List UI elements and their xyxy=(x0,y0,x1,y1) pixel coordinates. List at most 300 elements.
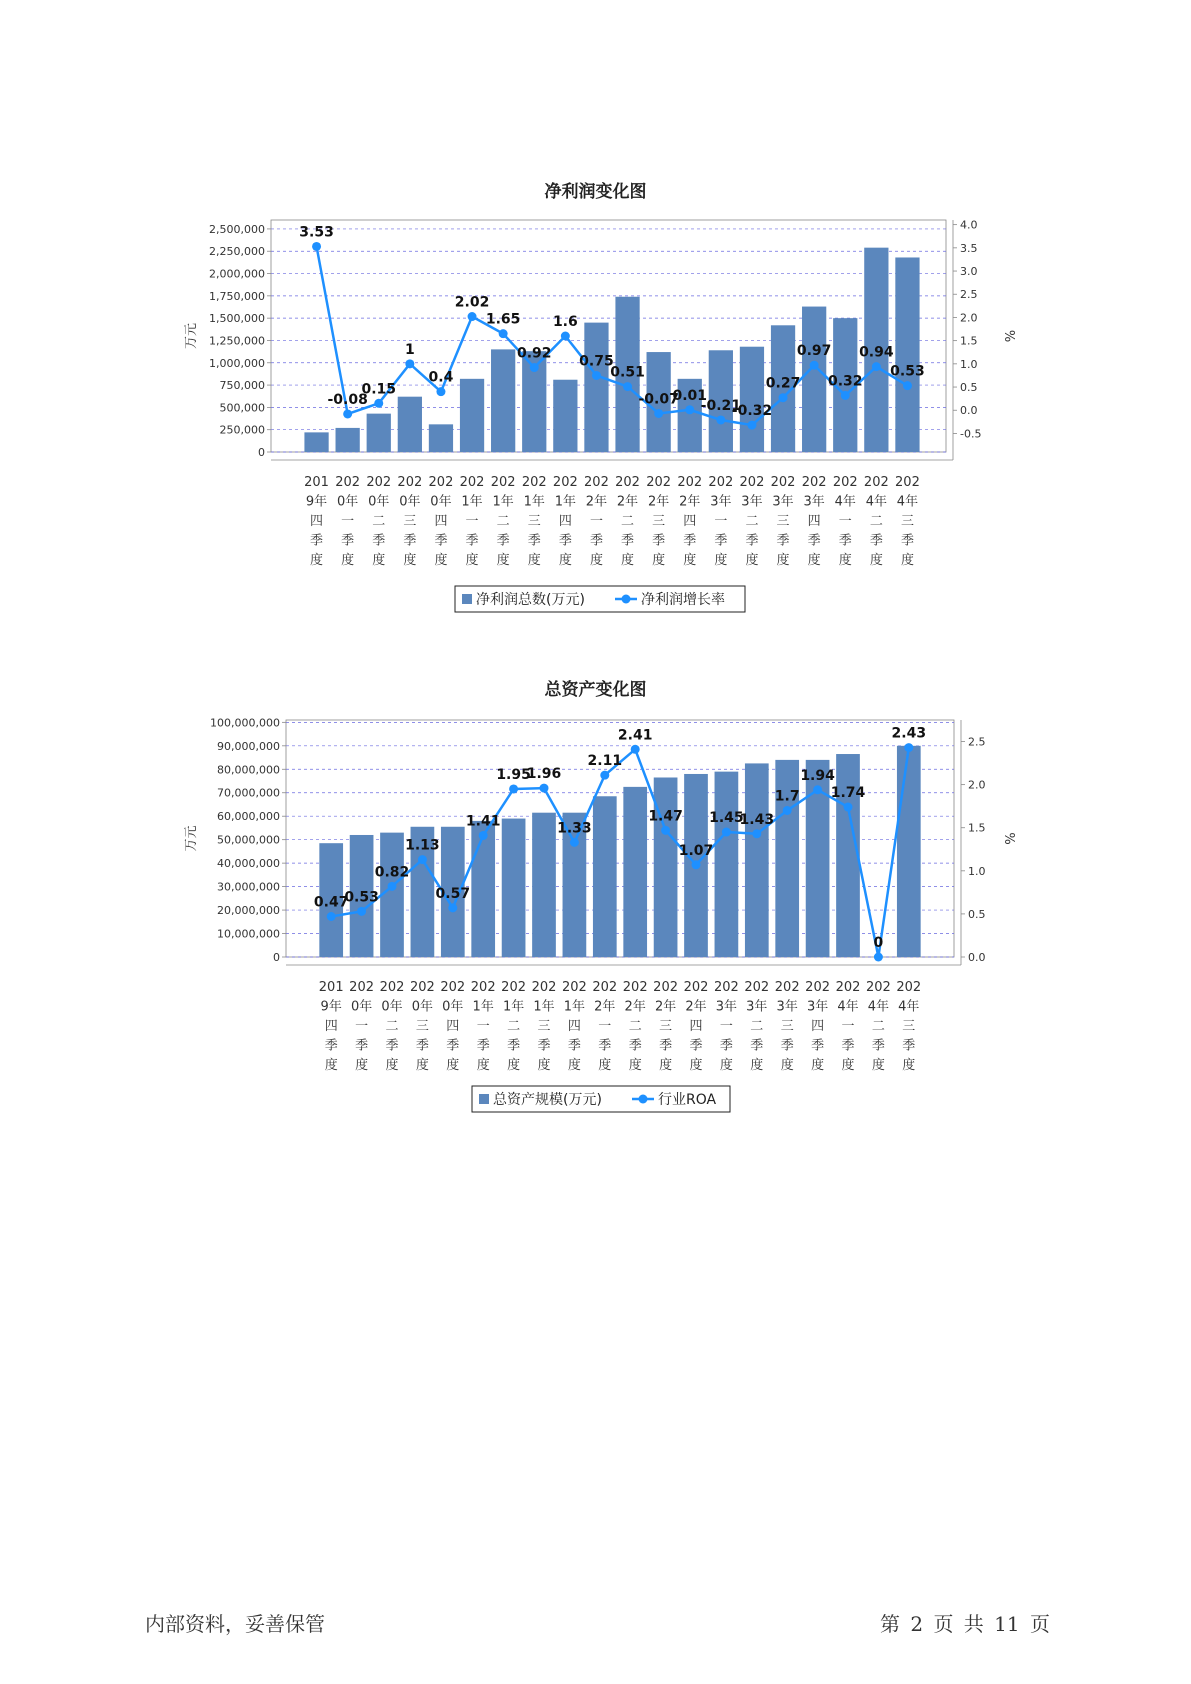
y-tick-label: 50,000,000 xyxy=(217,833,280,847)
data-label: 0.01 xyxy=(672,387,708,404)
line-point xyxy=(692,860,701,869)
x-tick-label: 季 xyxy=(714,533,728,549)
x-tick-label: 三 xyxy=(652,514,666,529)
x-tick-label: 202 xyxy=(708,475,734,490)
data-label: 1.13 xyxy=(405,837,440,854)
x-tick-label: 4年 xyxy=(896,494,919,510)
bar xyxy=(802,307,826,452)
x-tick-label: 202 xyxy=(865,980,891,995)
x-tick-label: 四 xyxy=(558,514,572,529)
x-tick-label: 季 xyxy=(355,1038,369,1054)
y2-tick-label: 1.0 xyxy=(960,357,978,371)
x-tick-label: 202 xyxy=(677,475,703,490)
y-tick-label: 0 xyxy=(258,446,265,459)
x-tick-label: 度 xyxy=(628,1058,642,1073)
line-point xyxy=(654,409,663,418)
total-assets-chart xyxy=(0,700,1191,1140)
x-tick-label: 202 xyxy=(552,475,578,490)
x-tick-label: 9年 xyxy=(320,999,342,1015)
x-tick-label: 季 xyxy=(869,533,883,549)
bar xyxy=(380,833,404,957)
x-tick-label: 一 xyxy=(719,1019,733,1034)
data-label: 1.96 xyxy=(526,766,562,783)
y-tick-label: 0 xyxy=(273,951,280,964)
x-tick-label: 202 xyxy=(584,475,609,490)
data-label: 3.53 xyxy=(299,224,334,241)
x-tick-label: 度 xyxy=(355,1058,369,1073)
bar xyxy=(460,379,484,452)
x-tick-label: 四 xyxy=(310,514,324,529)
x-tick-label: 202 xyxy=(801,475,827,490)
y2-axis-title: % xyxy=(1001,832,1016,845)
x-tick-label: 季 xyxy=(683,533,697,549)
line-point xyxy=(479,831,488,840)
y-tick-label: 750,000 xyxy=(219,379,265,393)
x-tick-label: 202 xyxy=(774,980,800,995)
x-tick-label: 三 xyxy=(403,514,417,529)
x-tick-label: 202 xyxy=(895,475,920,490)
x-tick-label: 一 xyxy=(355,1019,369,1034)
x-tick-label: 202 xyxy=(501,980,527,995)
x-tick-label: 202 xyxy=(622,980,648,995)
y-tick-label: 30,000,000 xyxy=(217,880,280,894)
data-label: -0.32 xyxy=(731,403,773,420)
x-tick-label: 202 xyxy=(646,475,672,490)
y-tick-label: 80,000,000 xyxy=(217,763,280,777)
bar xyxy=(745,763,769,957)
bar xyxy=(532,813,556,957)
data-label: 0.53 xyxy=(344,889,379,906)
x-tick-label: 季 xyxy=(776,533,790,549)
data-label: 1.33 xyxy=(557,820,592,837)
footer-confidential: 内部资料，妥善保管 xyxy=(145,1612,325,1636)
x-tick-label: 一 xyxy=(714,514,728,529)
x-tick-label: 3年 xyxy=(772,494,794,510)
x-tick-label: 四 xyxy=(324,1019,338,1034)
data-label: -0.07 xyxy=(638,391,679,408)
x-tick-label: 202 xyxy=(805,980,831,995)
line-point xyxy=(600,771,609,780)
y-tick-label: 40,000,000 xyxy=(217,857,280,871)
data-label: 0.92 xyxy=(516,345,552,362)
data-label: 1.41 xyxy=(465,813,501,830)
footer-page-number: 第 2 页 共 11 页 xyxy=(880,1612,1050,1636)
x-tick-label: 二 xyxy=(385,1019,399,1034)
x-tick-label: 度 xyxy=(446,1058,460,1073)
line-point xyxy=(685,405,694,414)
data-label: 0.27 xyxy=(765,375,801,392)
x-tick-label: 一 xyxy=(341,514,355,529)
x-tick-label: 二 xyxy=(621,514,635,529)
x-tick-label: 季 xyxy=(496,533,510,549)
y2-tick-label: 0.0 xyxy=(968,951,986,964)
data-label: 1.95 xyxy=(496,766,531,783)
data-label: 0.51 xyxy=(610,364,645,381)
data-label: 0.94 xyxy=(859,344,894,361)
x-tick-label: 季 xyxy=(310,533,324,549)
x-tick-label: 202 xyxy=(349,980,375,995)
line-point xyxy=(357,907,366,916)
line-point xyxy=(418,855,427,864)
chart2-title: 总资产变化图 xyxy=(544,680,647,700)
x-tick-label: 季 xyxy=(621,533,635,549)
data-label: 1.07 xyxy=(678,842,714,859)
line-point xyxy=(499,329,508,338)
legend-line-label: 净利润增长率 xyxy=(641,592,725,608)
x-tick-label: 3年 xyxy=(715,999,738,1015)
y2-tick-label: 3.5 xyxy=(960,241,978,255)
line-point xyxy=(874,953,883,962)
line-point xyxy=(661,826,670,835)
x-tick-label: 季 xyxy=(589,533,603,549)
line-point xyxy=(783,806,792,815)
y-axis-title: 万元 xyxy=(184,322,199,350)
x-tick-label: 三 xyxy=(527,514,541,529)
line-point xyxy=(327,912,336,921)
bar xyxy=(471,821,495,957)
data-label: 0.57 xyxy=(435,885,471,902)
y-tick-label: 500,000 xyxy=(219,401,265,415)
x-tick-label: 季 xyxy=(558,533,572,549)
x-tick-label: 202 xyxy=(863,475,889,490)
x-tick-label: 0年 xyxy=(381,999,403,1015)
line-point xyxy=(904,743,913,752)
data-label: 0.97 xyxy=(796,343,832,360)
x-tick-label: 季 xyxy=(385,1038,399,1054)
line-point xyxy=(570,838,579,847)
bar xyxy=(304,432,328,452)
y-tick-label: 1,750,000 xyxy=(209,289,265,303)
legend-line-marker xyxy=(639,1095,648,1104)
line-point xyxy=(841,391,850,400)
x-tick-label: 度 xyxy=(537,1058,551,1073)
line-point xyxy=(388,882,397,891)
x-tick-label: 2年 xyxy=(624,999,646,1015)
bar xyxy=(623,787,647,957)
line-point xyxy=(448,903,457,912)
x-tick-label: 202 xyxy=(683,980,709,995)
x-tick-label: 季 xyxy=(415,1038,429,1054)
x-tick-label: 二 xyxy=(871,1019,885,1034)
x-tick-label: 季 xyxy=(527,533,541,549)
data-label: 2.41 xyxy=(617,727,653,744)
x-tick-label: 度 xyxy=(476,1058,490,1073)
x-tick-label: 三 xyxy=(415,1019,429,1034)
bar xyxy=(367,414,391,452)
x-tick-label: 202 xyxy=(835,980,861,995)
x-tick-label: 0年 xyxy=(430,494,452,510)
line-point xyxy=(530,363,539,372)
x-tick-label: 4年 xyxy=(898,999,920,1015)
line-point xyxy=(509,784,518,793)
x-tick-label: 202 xyxy=(739,475,765,490)
line-point xyxy=(312,242,321,251)
data-label: 1.47 xyxy=(648,808,683,825)
bar xyxy=(584,323,608,452)
x-tick-label: 四 xyxy=(683,514,697,529)
x-tick-label: 一 xyxy=(838,514,852,529)
y-tick-label: 2,250,000 xyxy=(209,245,265,259)
data-label: -0.21 xyxy=(700,397,742,414)
y-tick-label: 20,000,000 xyxy=(217,904,280,918)
data-label: 0 xyxy=(873,935,884,951)
x-tick-label: 季 xyxy=(807,533,821,549)
bar xyxy=(398,397,422,452)
x-tick-label: 季 xyxy=(372,533,386,549)
y-tick-label: 10,000,000 xyxy=(217,927,280,941)
x-tick-label: 二 xyxy=(745,514,759,529)
y2-tick-label: 1.5 xyxy=(960,334,978,348)
x-tick-label: 2年 xyxy=(648,494,670,510)
bar xyxy=(336,428,360,452)
legend-bar-label: 总资产规模(万元) xyxy=(493,1092,602,1108)
y-tick-label: 1,500,000 xyxy=(209,312,265,326)
x-tick-label: 四 xyxy=(434,514,448,529)
x-tick-label: 202 xyxy=(521,475,547,490)
x-tick-label: 0年 xyxy=(350,999,373,1015)
legend-line-marker xyxy=(622,595,631,604)
x-tick-label: 3年 xyxy=(776,999,798,1015)
x-tick-label: 1年 xyxy=(554,494,576,510)
x-tick-label: 季 xyxy=(902,1038,916,1054)
x-tick-label: 202 xyxy=(397,475,423,490)
bar xyxy=(502,819,526,957)
x-tick-label: 度 xyxy=(869,553,883,568)
line-point xyxy=(903,381,912,390)
x-tick-label: 四 xyxy=(811,1019,825,1034)
x-tick-label: 1年 xyxy=(523,494,545,510)
x-tick-label: 二 xyxy=(750,1019,764,1034)
x-tick-label: 0年 xyxy=(399,494,421,510)
x-tick-label: 202 xyxy=(832,475,858,490)
x-tick-label: 202 xyxy=(561,980,587,995)
x-tick-label: 202 xyxy=(615,475,640,490)
x-tick-label: 季 xyxy=(465,533,479,549)
x-tick-label: 季 xyxy=(689,1038,703,1054)
x-tick-label: 度 xyxy=(902,1058,916,1073)
x-tick-label: 度 xyxy=(871,1058,885,1073)
x-tick-label: 度 xyxy=(780,1058,794,1073)
x-tick-label: 度 xyxy=(598,1058,612,1073)
x-tick-label: 一 xyxy=(598,1019,612,1034)
x-tick-label: 季 xyxy=(403,533,417,549)
data-label: 2.02 xyxy=(454,294,490,311)
x-tick-label: 度 xyxy=(567,1058,581,1073)
x-tick-label: 度 xyxy=(385,1058,399,1073)
bar xyxy=(593,796,617,957)
y-tick-label: 1,250,000 xyxy=(209,334,265,348)
bar xyxy=(897,746,921,957)
x-tick-label: 202 xyxy=(335,475,361,490)
x-tick-label: 季 xyxy=(745,533,759,549)
x-tick-label: 度 xyxy=(415,1058,429,1073)
line-point xyxy=(813,785,822,794)
x-tick-label: 一 xyxy=(476,1019,490,1034)
x-tick-label: 度 xyxy=(527,553,541,568)
x-tick-label: 度 xyxy=(776,553,790,568)
x-tick-label: 季 xyxy=(434,533,448,549)
x-tick-label: 1年 xyxy=(472,999,494,1015)
bar xyxy=(740,347,764,452)
x-tick-label: 202 xyxy=(531,980,557,995)
x-tick-label: 度 xyxy=(659,1058,673,1073)
x-tick-label: 度 xyxy=(403,553,417,568)
line-point xyxy=(623,382,632,391)
x-tick-label: 季 xyxy=(628,1038,642,1054)
y2-tick-label: 0.5 xyxy=(968,907,986,921)
x-tick-label: 202 xyxy=(592,980,618,995)
x-tick-label: 202 xyxy=(744,980,770,995)
data-label: 0.15 xyxy=(361,381,397,398)
x-tick-label: 202 xyxy=(379,980,405,995)
x-tick-label: 季 xyxy=(507,1038,521,1054)
x-tick-label: 三 xyxy=(902,1019,916,1034)
x-tick-label: 季 xyxy=(446,1038,460,1054)
x-tick-label: 二 xyxy=(496,514,510,529)
x-tick-label: 2年 xyxy=(685,999,707,1015)
y-tick-label: 1,000,000 xyxy=(209,356,265,370)
x-tick-label: 季 xyxy=(871,1038,885,1054)
y2-axis-title: % xyxy=(1001,329,1016,343)
x-tick-label: 度 xyxy=(745,553,759,568)
x-tick-label: 202 xyxy=(490,475,516,490)
line-point xyxy=(872,362,881,371)
y-tick-label: 90,000,000 xyxy=(217,739,280,753)
data-label: 1.94 xyxy=(800,767,835,784)
x-tick-label: 一 xyxy=(465,514,479,529)
x-tick-label: 季 xyxy=(838,533,852,549)
bar xyxy=(654,777,678,957)
x-tick-label: 202 xyxy=(470,980,496,995)
x-tick-label: 3年 xyxy=(741,494,763,510)
x-tick-label: 201 xyxy=(304,475,329,490)
legend-bar-swatch xyxy=(479,1094,489,1104)
data-label: 1.43 xyxy=(739,811,775,828)
y2-tick-label: 0.5 xyxy=(960,381,978,395)
x-tick-label: 3年 xyxy=(806,999,829,1015)
x-tick-label: 季 xyxy=(780,1038,794,1054)
x-tick-label: 二 xyxy=(869,514,883,529)
x-tick-label: 季 xyxy=(476,1038,490,1054)
x-tick-label: 季 xyxy=(841,1038,855,1054)
x-tick-label: 季 xyxy=(652,533,666,549)
x-tick-label: 季 xyxy=(567,1038,581,1054)
x-tick-label: 度 xyxy=(372,553,386,568)
x-tick-label: 二 xyxy=(372,514,386,529)
x-tick-label: 202 xyxy=(409,980,435,995)
x-tick-label: 季 xyxy=(811,1038,825,1054)
x-tick-label: 202 xyxy=(653,980,679,995)
data-label: 1.65 xyxy=(485,311,521,328)
x-tick-label: 2年 xyxy=(594,999,616,1015)
y2-tick-label: 2.5 xyxy=(968,735,986,749)
line-point xyxy=(540,784,549,793)
x-tick-label: 2年 xyxy=(654,999,677,1015)
x-tick-label: 202 xyxy=(713,980,739,995)
x-tick-label: 一 xyxy=(841,1019,855,1034)
x-tick-label: 202 xyxy=(440,980,466,995)
x-tick-label: 三 xyxy=(659,1019,673,1034)
x-tick-label: 四 xyxy=(689,1019,703,1034)
x-tick-label: 一 xyxy=(589,514,603,529)
line-point xyxy=(747,421,756,430)
x-tick-label: 4年 xyxy=(834,494,856,510)
x-tick-label: 度 xyxy=(324,1058,338,1073)
x-tick-label: 季 xyxy=(750,1038,764,1054)
data-label: 1.6 xyxy=(552,314,578,330)
x-tick-label: 度 xyxy=(689,1058,703,1073)
x-tick-label: 0年 xyxy=(337,494,359,510)
x-tick-label: 2年 xyxy=(616,494,639,510)
line-point xyxy=(374,399,383,408)
x-tick-label: 度 xyxy=(496,553,510,568)
bar xyxy=(895,257,919,452)
data-label: 0.32 xyxy=(827,373,863,390)
x-tick-label: 度 xyxy=(558,553,572,568)
x-tick-label: 4年 xyxy=(837,999,859,1015)
y-tick-label: 100,000,000 xyxy=(210,716,280,730)
data-label: 0.47 xyxy=(313,894,349,911)
y2-tick-label: 0.0 xyxy=(960,404,978,418)
x-tick-label: 1年 xyxy=(502,999,525,1015)
x-tick-label: 度 xyxy=(838,553,852,568)
x-tick-label: 度 xyxy=(900,553,914,568)
data-label: 1.45 xyxy=(709,810,744,827)
x-tick-label: 3年 xyxy=(710,494,732,510)
line-point xyxy=(844,803,853,812)
x-tick-label: 3年 xyxy=(746,999,768,1015)
y2-tick-label: -0.5 xyxy=(960,427,982,441)
legend-line-label: 行业ROA xyxy=(658,1092,717,1108)
y-tick-label: 2,000,000 xyxy=(209,267,265,281)
x-tick-label: 4年 xyxy=(867,999,890,1015)
x-tick-label: 度 xyxy=(719,1058,733,1073)
data-label: 0.4 xyxy=(428,369,454,386)
x-tick-label: 度 xyxy=(841,1058,855,1073)
x-tick-label: 季 xyxy=(719,1038,733,1054)
y-tick-label: 60,000,000 xyxy=(217,810,280,824)
y-tick-label: 70,000,000 xyxy=(217,786,280,800)
x-tick-label: 度 xyxy=(652,553,666,568)
x-tick-label: 201 xyxy=(318,980,344,995)
y2-tick-label: 2.0 xyxy=(960,311,978,325)
x-tick-label: 度 xyxy=(589,553,603,568)
y2-tick-label: 4.0 xyxy=(960,218,978,232)
line-point xyxy=(722,828,731,837)
x-tick-label: 2年 xyxy=(679,494,701,510)
bar xyxy=(429,424,453,452)
data-label: 0.53 xyxy=(890,363,925,380)
x-tick-label: 四 xyxy=(446,1019,460,1034)
line-point xyxy=(631,745,640,754)
legend-bar-label: 净利润总数(万元) xyxy=(476,592,585,608)
x-tick-label: 季 xyxy=(659,1038,673,1054)
line-point xyxy=(468,312,477,321)
x-tick-label: 二 xyxy=(507,1019,521,1034)
x-tick-label: 1年 xyxy=(563,999,586,1015)
y-tick-label: 250,000 xyxy=(219,423,265,437)
x-tick-label: 202 xyxy=(366,475,392,490)
data-label: 1.74 xyxy=(830,785,866,802)
line-point xyxy=(561,332,570,341)
line-point xyxy=(405,359,414,368)
x-tick-label: 度 xyxy=(807,553,821,568)
x-tick-label: 9年 xyxy=(305,494,328,510)
line-point xyxy=(779,393,788,402)
y-tick-label: 2,500,000 xyxy=(209,222,265,236)
x-tick-label: 1年 xyxy=(533,999,555,1015)
x-tick-label: 度 xyxy=(310,553,324,568)
